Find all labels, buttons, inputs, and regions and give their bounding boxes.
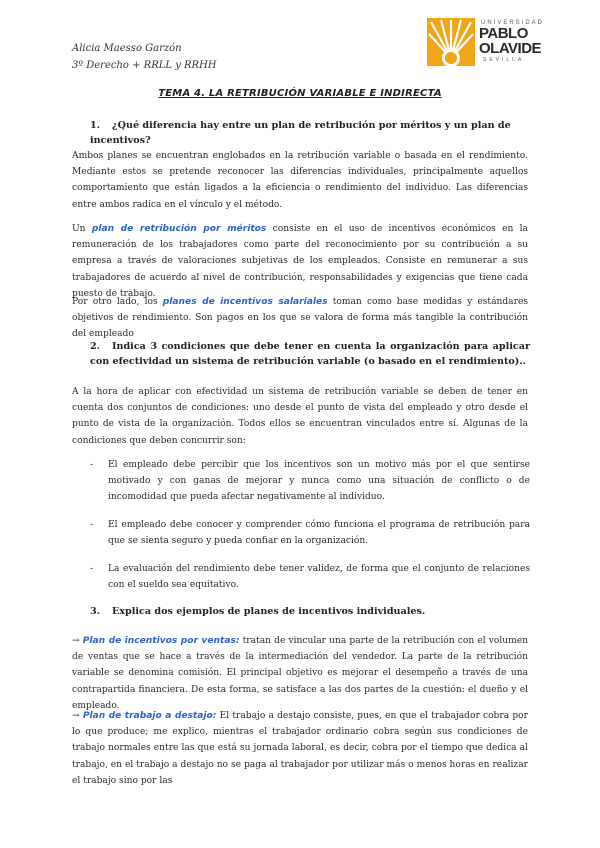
logo-name-line2: OLAVIDE (479, 40, 542, 57)
question-3-text: Explica dos ejemplos de planes de incentivos individuales. (112, 606, 426, 617)
paragraph-1: Ambos planes se encuentran englobados en la retribución variable o basada en el rendimiento. Mediante estos se pretende reconocer las diferencias individuales, principalmente aquellos comportamiento que están ligados a la eficiencia o rendimiento del individuo. Las diferencias entre ambos radica en el vínculo y el método. (72, 151, 528, 210)
author-name: Alicia Maesso Garzón (72, 43, 182, 54)
question-3-number: 3. (90, 606, 101, 617)
question-2-heading (90, 339, 530, 369)
list-item (90, 457, 530, 506)
paragraph-3-lead: Por otro lado, los (72, 297, 163, 307)
question-2-text: Indica 3 condiciones que debe tener en cuenta la organización para aplicar con efectividad un sistema de retribución variable (o basado en el rendimiento). (90, 341, 530, 367)
logo-name-line1: PABLO (479, 25, 528, 42)
paragraph-6-body: El trabajo a destajo consiste, pues, en que el trabajador cobra por lo que produce; me explico, mientras el trabajador ordinario cobra según sus condiciones de trabajo normales entre las que está su jornada laboral, es decir, cobra por el tiempo que dedica al trabajo, en el trabajo a destajo no se paga al trabajador por utilizar más o menos horas en realizar el trabajo sino por las (72, 711, 528, 786)
author-block (72, 40, 217, 74)
question-3-heading (90, 604, 530, 619)
question-2-number: 2. (90, 341, 101, 352)
paragraph-5-body: tratan de vincular una parte de la retribución con el volumen de ventas que se hace a través de la intermediación del vendedor. La parte de la retribución variable se denomina comisión. El principal objetivo es mejorar el desempeño a través de una contrapartida financiera. De esta forma, se satisface a las dos partes de la cuestión: el dueño y el empleado. (72, 636, 528, 711)
page-title: TEMA 4. LA RETRIBUCIÓN VARIABLE E INDIRECTA (158, 88, 442, 99)
paragraph-5 (72, 633, 528, 714)
university-logo (427, 18, 551, 66)
bullet-marker: - (90, 564, 94, 574)
highlight-plan-incentivos-ventas: Plan de incentivos por ventas: (82, 636, 240, 646)
bullet-text: La evaluación del rendimiento debe tener validez, de forma que el conjunto de relaciones con el sueldo sea equitativo. (108, 564, 530, 591)
bullet-text: El empleado debe conocer y comprender cómo funciona el programa de retribución para que se sienta seguro y pueda confiar en la organización. (108, 520, 530, 547)
highlight-plan-retribucion-meritos: plan de retribución por méritos (91, 224, 267, 234)
paragraph-2-body: consiste en el uso de incentivos económicos en la remuneración de los trabajadores como parte del reconocimiento por su contribución a su empresa a través de valoraciones subjetivas de los empleados. Consiste en remunerar a sus trabajadores de acuerdo al nivel de contribución, responsabilidades y exigencias que tiene cada puesto de trabajo. (72, 224, 528, 299)
course-label: 3º Derecho + RRLL y RRHH (72, 60, 217, 71)
question-1-text: ¿Qué diferencia hay entre un plan de retribución por méritos y un plan de incentivos? (90, 120, 511, 146)
sun-logo-icon (427, 18, 475, 66)
question-1-number: 1. (90, 120, 101, 131)
list-item (90, 561, 530, 593)
paragraph-2 (72, 221, 528, 302)
paragraph-3 (72, 294, 528, 343)
list-item (90, 517, 530, 549)
highlight-plan-trabajo-destajo: Plan de trabajo a destajo: (82, 711, 217, 721)
bullet-marker: - (90, 460, 94, 470)
paragraph-2-lead: Un (72, 224, 92, 234)
bullet-marker: - (90, 520, 94, 530)
logo-bottom-text: SEVILLA (483, 57, 525, 63)
arrow-icon: → (72, 636, 83, 646)
bullet-text: El empleado debe percibir que los incentivos son un motivo más por el que sentirse motivado y con ganas de mejorar y nunca como una situación de conflicto o de incomodidad que pueda afectar negativamente al individuo. (108, 460, 530, 503)
arrow-icon: → (72, 711, 83, 721)
paragraph-3-body: toman como base medidas y estándares objetivos de rendimiento. Son pagos en los que se valora de forma más tangible la contribución del empleado (72, 297, 529, 340)
paragraph-4: A la hora de aplicar con efectividad un sistema de retribución variable se deben de tener en cuenta dos conjuntos de condiciones: uno desde el punto de vista del empleado y otro desde el punto de vista de la organización. Todos ellos se encuentran vinculados entre sí. Algunas de la condiciones que deben concurrir son: (72, 387, 528, 446)
highlight-planes-incentivos-salariales: planes de incentivos salariales (162, 297, 328, 307)
question-2-tail: . (522, 356, 526, 367)
logo-top-text: UNIVERSIDAD (481, 20, 545, 26)
paragraph-6 (72, 708, 528, 789)
question-1-heading (90, 118, 530, 148)
